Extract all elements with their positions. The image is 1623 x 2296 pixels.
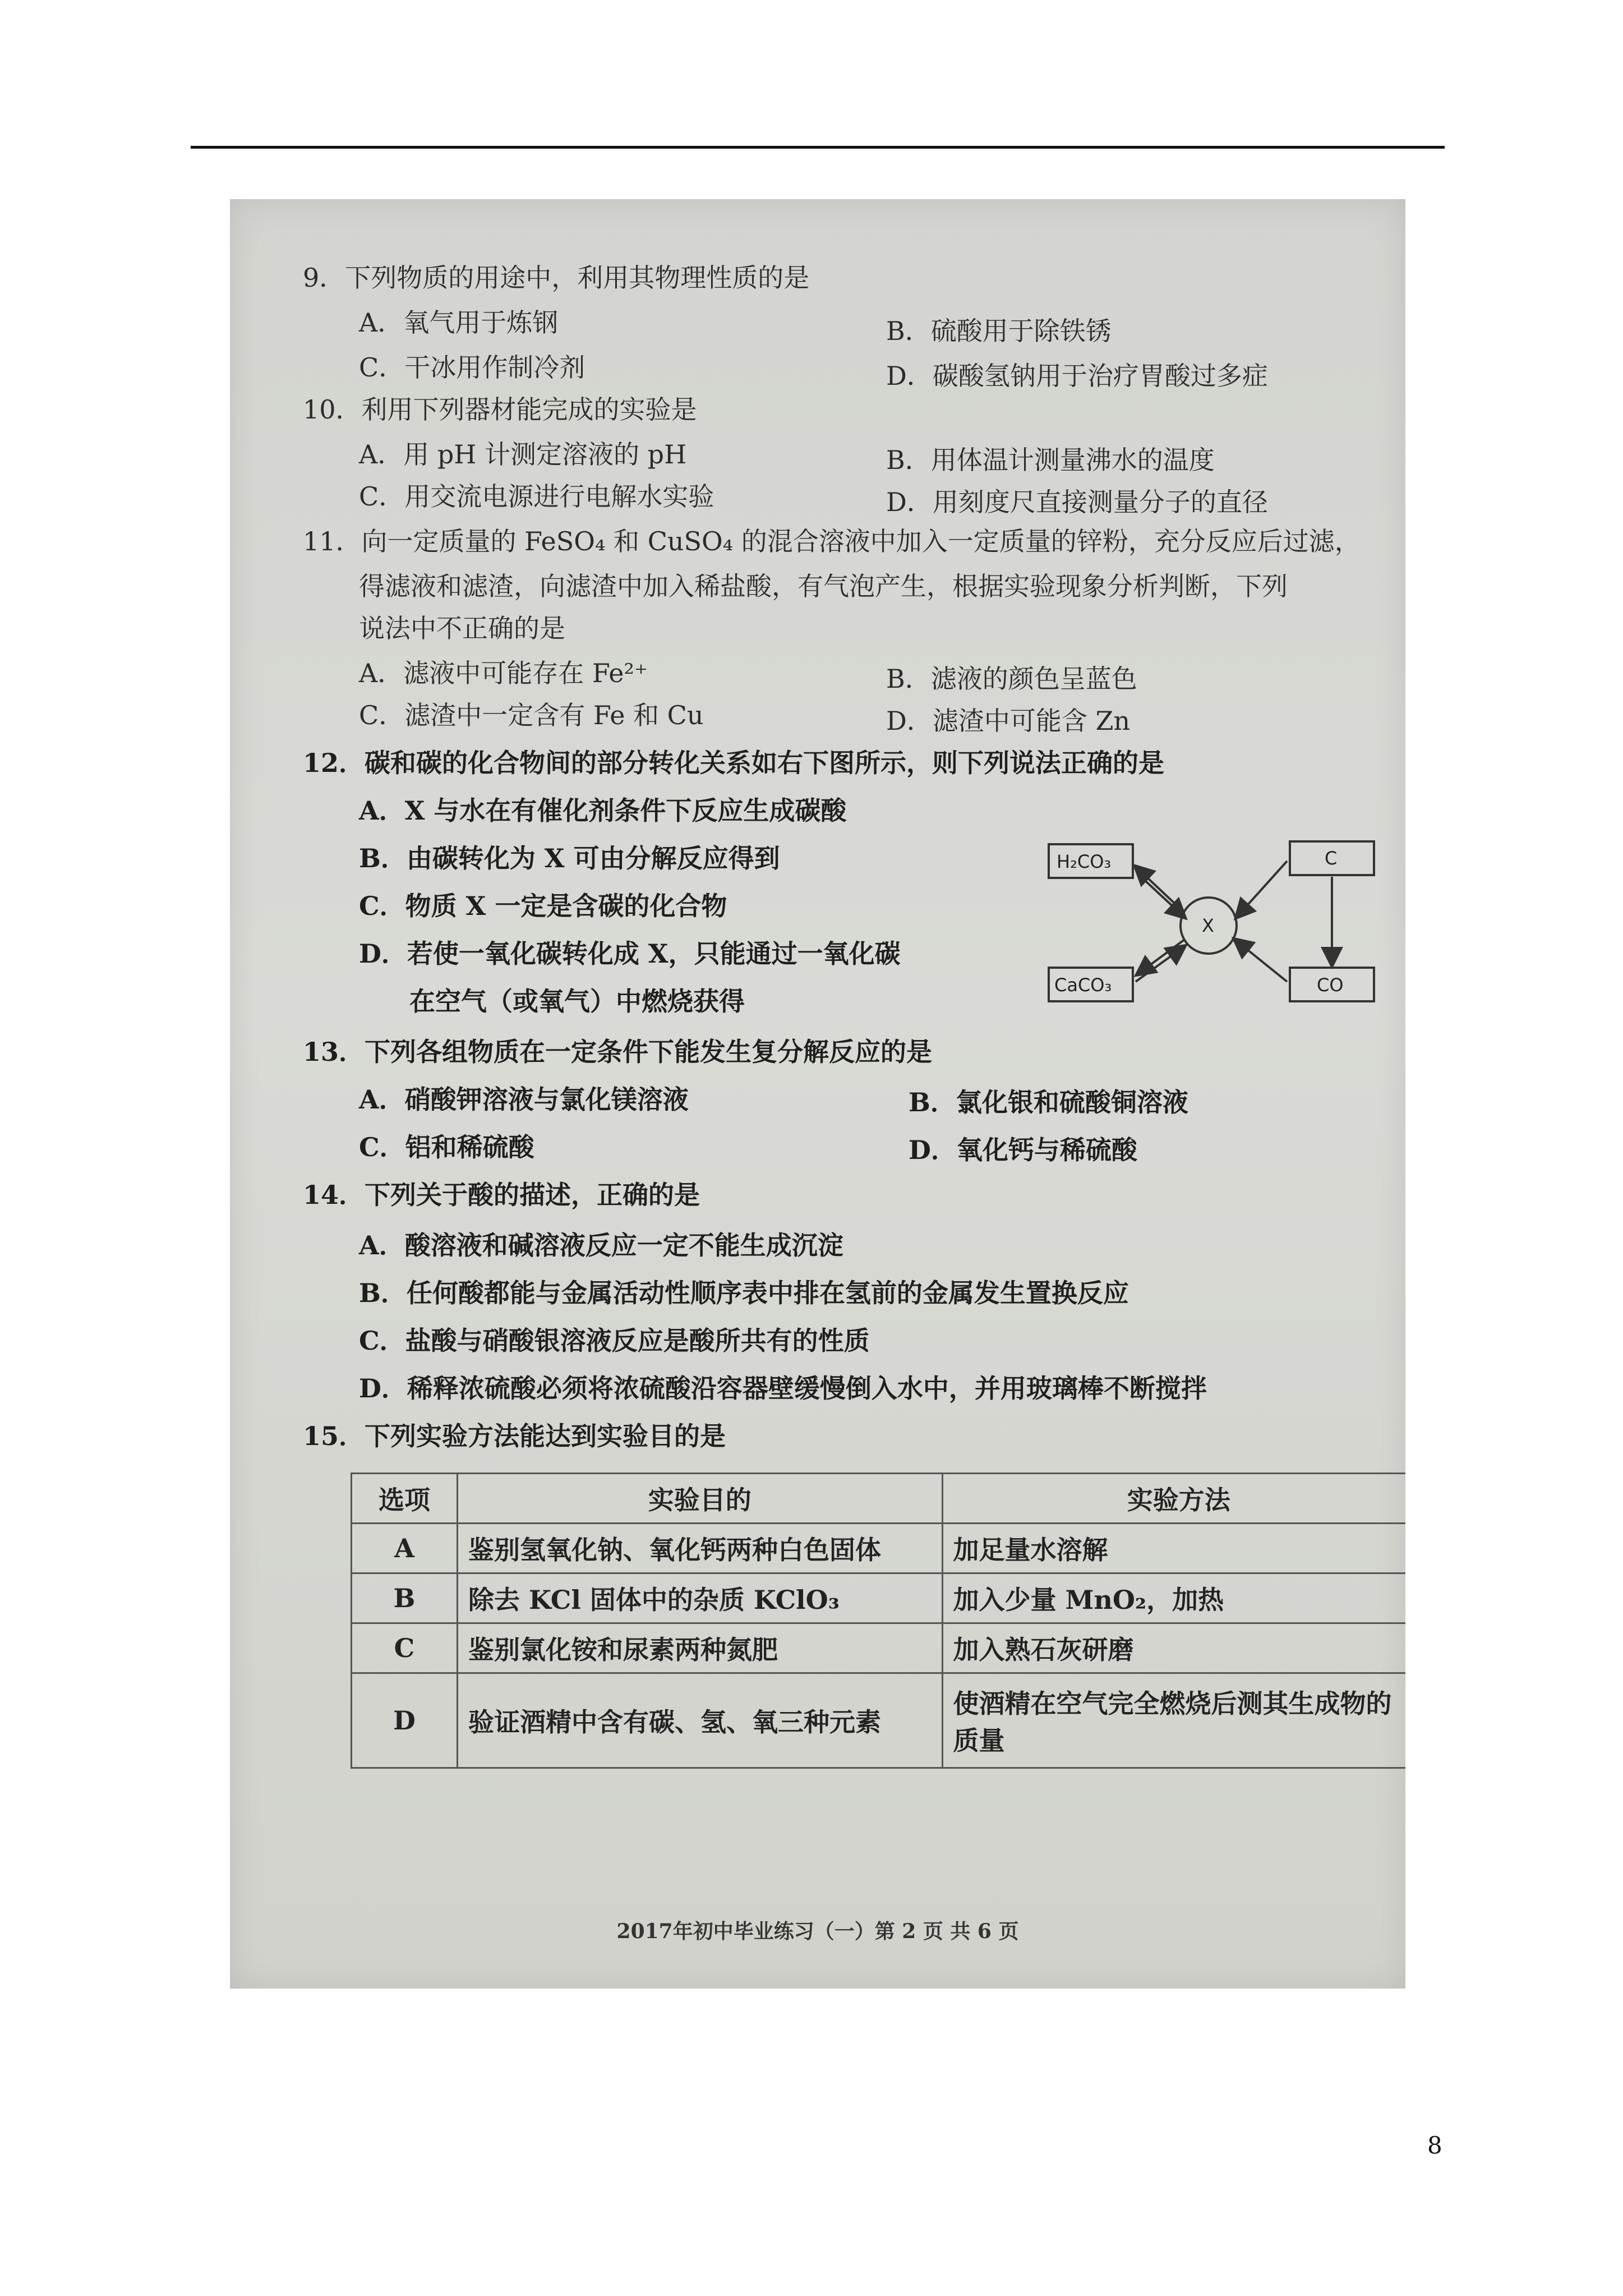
q11-stem-line3: 说法中不正确的是 bbox=[359, 613, 565, 643]
q14-option-c: C．盐酸与硝酸银溶液反应是酸所共有的性质 bbox=[359, 1326, 870, 1356]
row-goal: 鉴别氯化铵和尿素两种氮肥 bbox=[457, 1623, 942, 1673]
header-option: 选项 bbox=[352, 1474, 458, 1524]
table-row bbox=[352, 1623, 1406, 1673]
q11-option-c: C．滤渣中一定含有 Fe 和 Cu bbox=[359, 700, 704, 730]
h2co3-label: H₂CO₃ bbox=[1057, 851, 1112, 872]
q13-stem: 13．下列各组物质在一定条件下能发生复分解反应的是 bbox=[303, 1037, 933, 1067]
row-option: C bbox=[352, 1623, 458, 1673]
header-goal: 实验目的 bbox=[457, 1474, 942, 1524]
row-method: 加足量水溶解 bbox=[942, 1524, 1405, 1573]
q12-option-a: A．X 与水在有催化剂条件下反应生成碳酸 bbox=[359, 795, 847, 826]
q9-option-a: A．氧气用于炼钢 bbox=[359, 307, 559, 338]
row-goal: 验证酒精中含有碳、氢、氧三种元素 bbox=[457, 1673, 942, 1768]
table-row bbox=[352, 1524, 1406, 1573]
q10-option-d: D．用刻度尺直接测量分子的直径 bbox=[886, 487, 1268, 517]
q11-option-b: B．滤液的颜色呈蓝色 bbox=[886, 664, 1137, 694]
q12-option-d-line2: 在空气（或氧气）中燃烧获得 bbox=[409, 986, 745, 1016]
q13-option-d: D．氧化钙与稀硫酸 bbox=[909, 1135, 1137, 1165]
q10-option-b: B．用体温计测量沸水的温度 bbox=[886, 445, 1215, 475]
q12-option-b: B．由碳转化为 X 可由分解反应得到 bbox=[359, 843, 780, 873]
q11-stem-line2: 得滤液和滤渣，向滤渣中加入稀盐酸，有气泡产生，根据实验现象分析判断，下列 bbox=[359, 571, 1288, 601]
arrow-x-to-h2co3 bbox=[1136, 867, 1183, 912]
q14-stem: 14．下列关于酸的描述，正确的是 bbox=[303, 1180, 700, 1210]
q9-option-c: C．干冰用作制冷剂 bbox=[359, 352, 585, 383]
q13-option-a: A．硝酸钾溶液与氯化镁溶液 bbox=[359, 1084, 689, 1115]
q13-option-c: C．铝和稀硫酸 bbox=[359, 1132, 534, 1162]
row-method: 加入熟石灰研磨 bbox=[942, 1623, 1405, 1673]
arrow-x-to-caco3 bbox=[1137, 940, 1184, 974]
q14-option-d: D．稀释浓硫酸必须将浓硫酸沿容器壁缓慢倒入水中，并用玻璃棒不断搅拌 bbox=[359, 1373, 1207, 1404]
q10-option-a: A．用 pH 计测定溶液的 pH bbox=[359, 439, 687, 470]
row-option: D bbox=[352, 1673, 458, 1768]
exam-footer: 2017年初中毕业练习（一）第 2 页 共 6 页 bbox=[616, 1920, 1019, 1943]
co-label: CO bbox=[1317, 974, 1344, 996]
caco3-label: CaCO₃ bbox=[1054, 974, 1112, 996]
table-row bbox=[352, 1673, 1406, 1768]
q15-stem: 15．下列实验方法能达到实验目的是 bbox=[303, 1421, 726, 1451]
q13-option-b: B．氯化银和硫酸铜溶液 bbox=[909, 1087, 1188, 1117]
q11-option-a: A．滤液中可能存在 Fe²⁺ bbox=[359, 658, 648, 688]
exam-photo bbox=[230, 199, 1405, 1989]
row-option: B bbox=[352, 1573, 458, 1623]
q9-option-d: D．碳酸氢钠用于治疗胃酸过多症 bbox=[886, 361, 1268, 391]
c-label: C bbox=[1325, 848, 1338, 869]
arrow-h2co3-to-x bbox=[1137, 873, 1184, 917]
table-row bbox=[352, 1573, 1406, 1623]
arrow-caco3-to-x bbox=[1136, 946, 1184, 982]
arrow-co-to-x bbox=[1235, 940, 1287, 982]
q12-option-c: C．物质 X 一定是含碳的化合物 bbox=[359, 891, 727, 921]
header-rule bbox=[191, 146, 1445, 149]
row-option: A bbox=[352, 1524, 458, 1573]
arrow-c-to-x bbox=[1237, 861, 1287, 917]
row-goal: 除去 KCl 固体中的杂质 KClO₃ bbox=[457, 1573, 942, 1623]
q12-option-d-line1: D．若使一氧化碳转化成 X，只能通过一氧化碳 bbox=[359, 938, 901, 969]
x-label: X bbox=[1202, 915, 1214, 936]
header-method: 实验方法 bbox=[942, 1474, 1405, 1524]
row-method: 使酒精在空气完全燃烧后测其生成物的质量 bbox=[942, 1673, 1405, 1768]
page-number: 8 bbox=[1427, 2132, 1442, 2159]
q11-option-d: D．滤渣中可能含 Zn bbox=[886, 706, 1131, 736]
row-method: 加入少量 MnO₂，加热 bbox=[942, 1573, 1405, 1623]
q9-stem: 9．下列物质的用途中，利用其物理性质的是 bbox=[303, 263, 810, 293]
table-header-row bbox=[352, 1474, 1406, 1524]
row-goal: 鉴别氢氧化钠、氧化钙两种白色固体 bbox=[457, 1524, 942, 1573]
q12-stem: 12．碳和碳的化合物间的部分转化关系如右下图所示，则下列说法正确的是 bbox=[303, 748, 1165, 778]
q14-option-b: B．任何酸都能与金属活动性顺序表中排在氢前的金属发生置换反应 bbox=[359, 1278, 1129, 1308]
q14-option-a: A．酸溶液和碱溶液反应一定不能生成沉淀 bbox=[359, 1230, 843, 1260]
q9-option-b: B．硫酸用于除铁锈 bbox=[886, 316, 1112, 346]
q10-stem: 10．利用下列器材能完成的实验是 bbox=[303, 394, 697, 425]
carbon-conversion-diagram bbox=[1038, 827, 1396, 1018]
q11-stem-line1: 11．向一定质量的 FeSO₄ 和 CuSO₄ 的混合溶液中加入一定质量的锌粉，充分反应后过滤， bbox=[303, 526, 1361, 556]
q10-option-c: C．用交流电源进行电解水实验 bbox=[359, 481, 714, 512]
q15-table bbox=[351, 1473, 1405, 1769]
